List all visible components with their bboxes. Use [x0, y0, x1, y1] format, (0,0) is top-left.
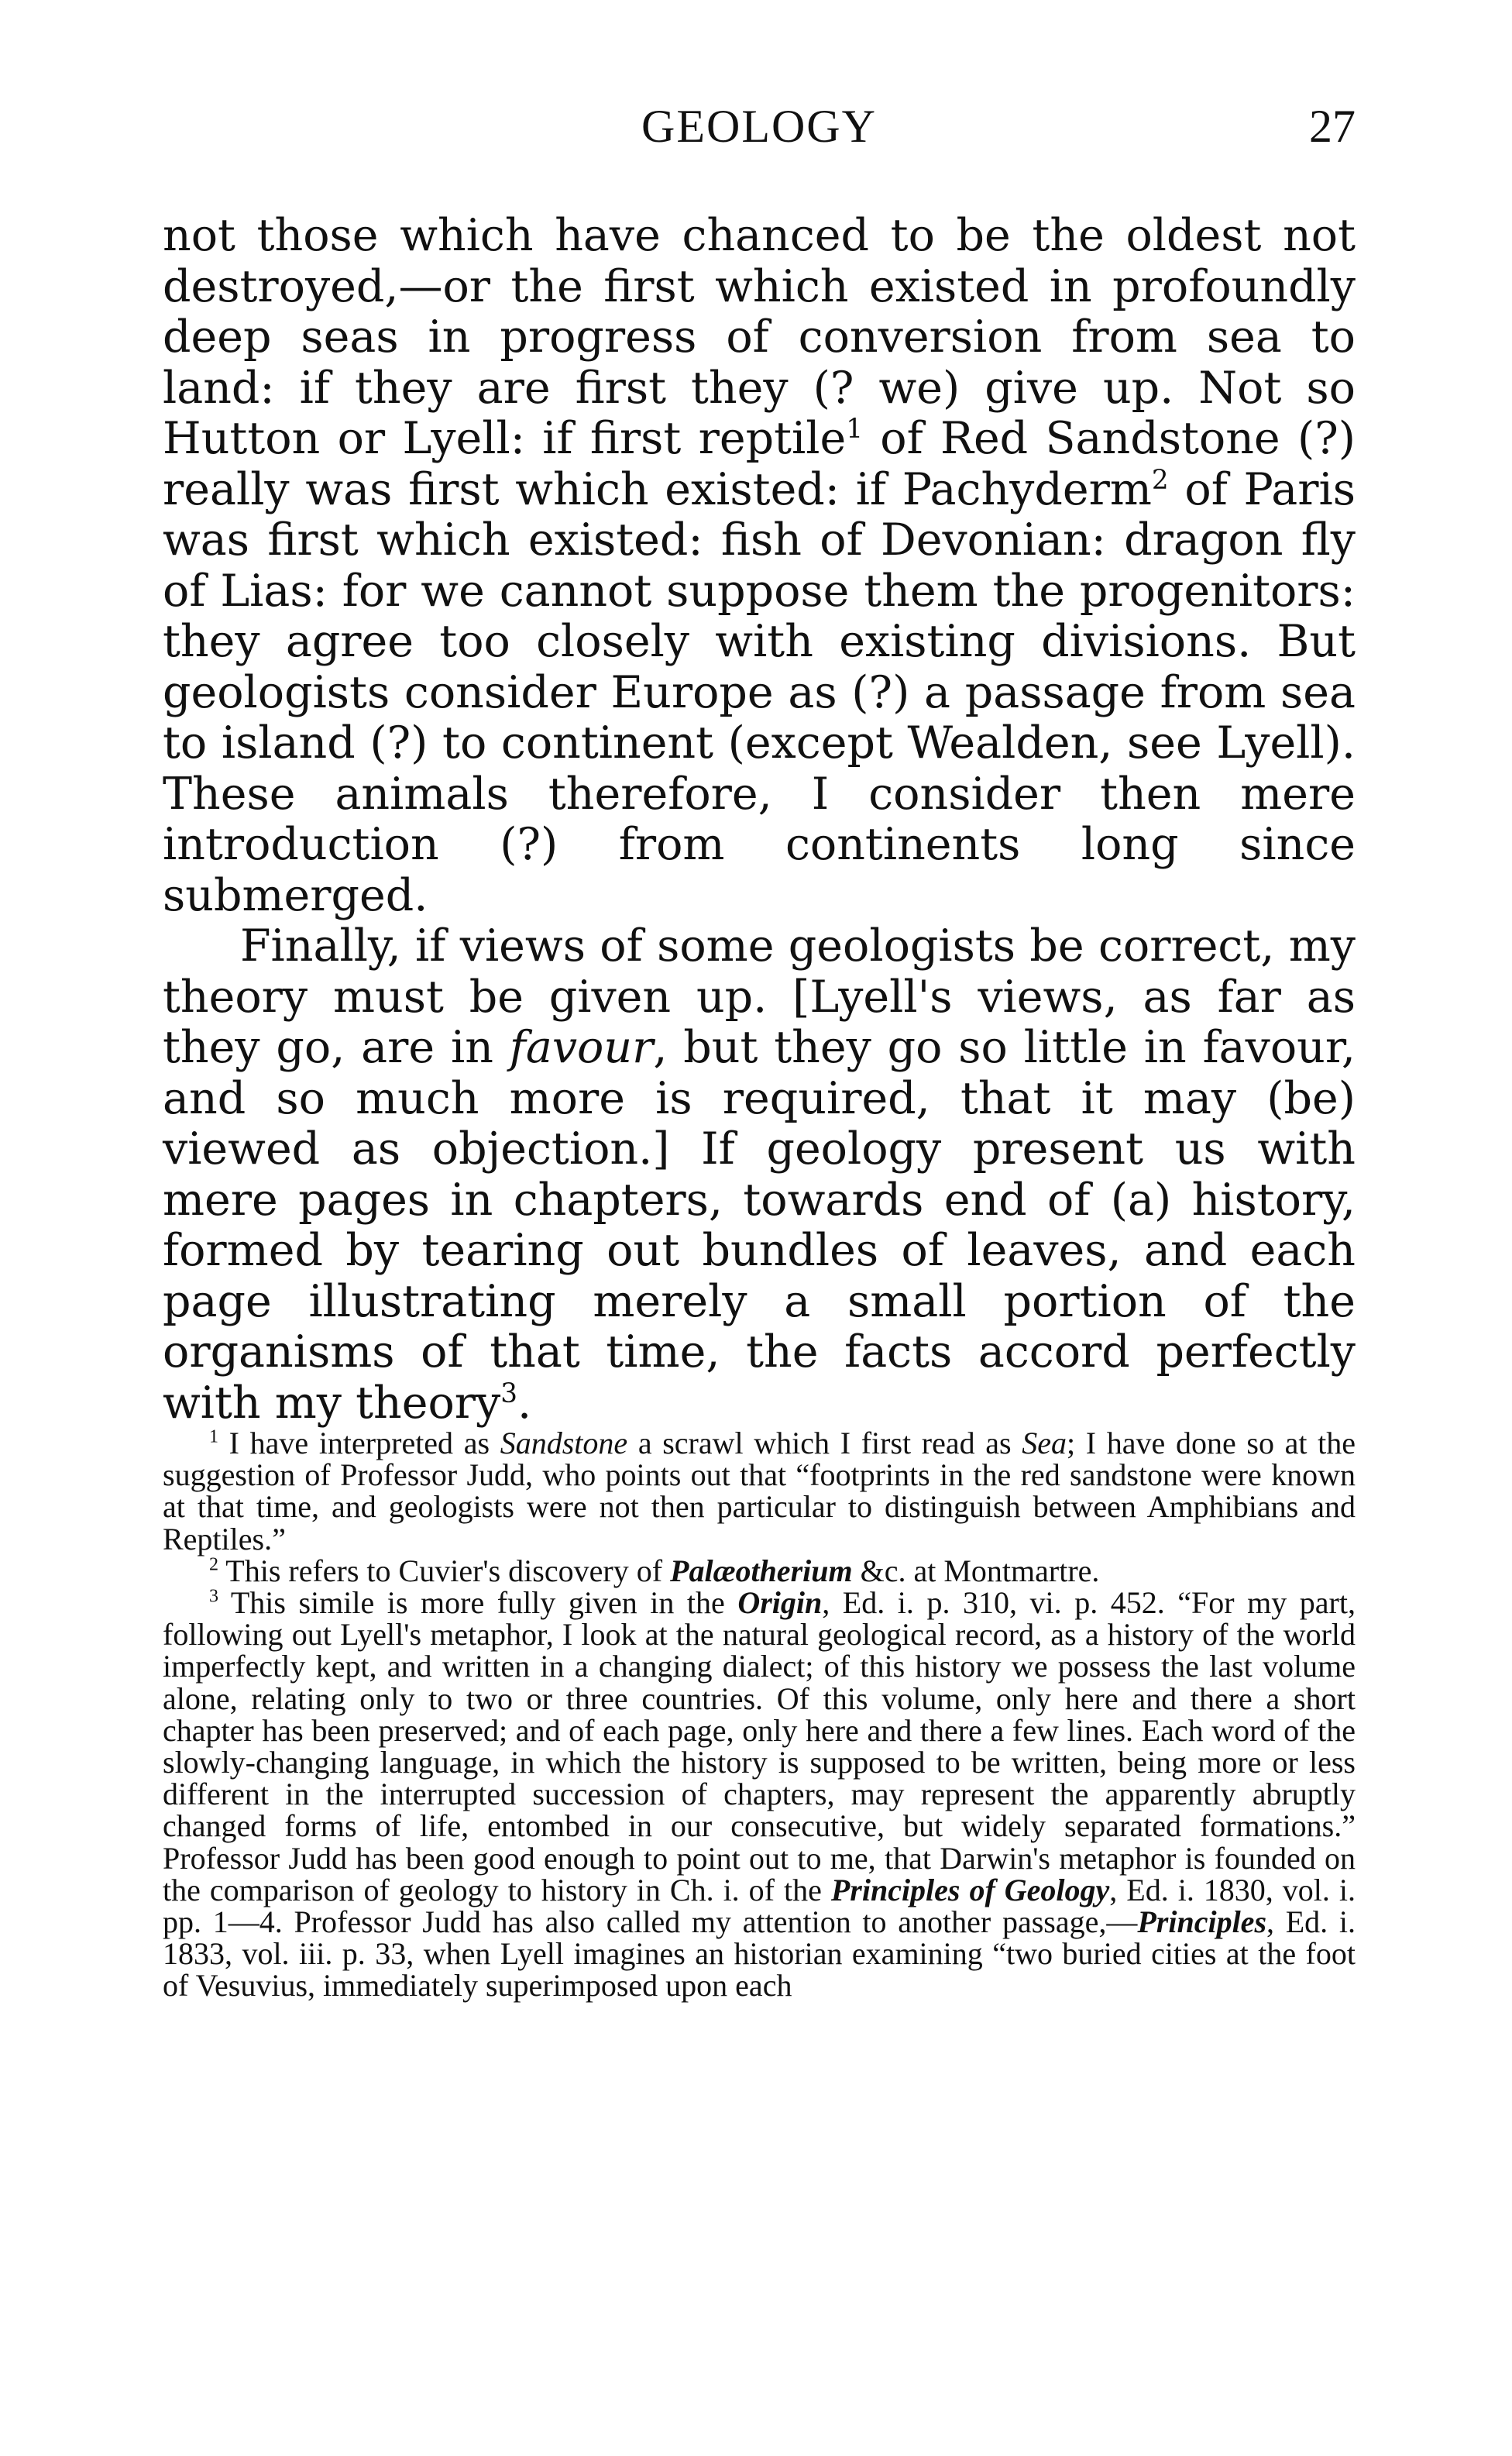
fn3-text-2: , Ed. i. p. 310, vi. p. 452. “For my part, following out Lyell's metaphor, I look at the natural geological record, as a history of the world imperfectly kept, and written in a changing dialect; of this history we possess the last volume alone, relating only to two or three countries. Of this volume, only here and there a short chapter has been preserved; and of each page, only here and there a few lines. Each word of the slowly-changing language, in which the history is supposed to be written, being more or less different in the interrupted succession of chapters, may represent the apparently abruptly changed forms of life, entombed in our consecutive, but widely separated formations.” Professor Judd has been good enough to point out to me, that Darwin's metaphor is founded on the comparison of geology to history in Ch. i. of the [163, 1585, 1356, 1907]
fn3-text-1: This simile is more fully given in the [218, 1585, 738, 1621]
footnote-ref-2: 2 [1151, 464, 1169, 496]
p2-text-1: Finally, if views of some geologists be correct, my theory must be given up. [Lyell's views, as far as they go, are in [163, 920, 1356, 1073]
footnote-3 [163, 1587, 1356, 2002]
footnote-2-number: 2 [209, 1554, 218, 1575]
paragraph-1 [163, 211, 1356, 921]
p1-text-3: of Paris was first which existed: fish of Devonian: dragon fly of Lias: for we cannot suppose them the progenitors: they agree too closely with existing divisions. But geologists consider Europe as (?) a passage from sea to island (?) to continent (except Wealden, see Lyell). These animals therefore, I consider then mere introduction (?) from continents long since submerged. [163, 463, 1356, 921]
p2-text-3: . [517, 1377, 532, 1429]
paragraph-2 [163, 921, 1356, 1429]
page-number: 27 [1309, 101, 1356, 152]
footnote-ref-3: 3 [500, 1378, 518, 1409]
body-text [163, 211, 1356, 1429]
running-title: GEOLOGY [641, 101, 877, 152]
footnote-1-number: 1 [209, 1426, 218, 1447]
fn2-text-2: &c. at Montmartre. [852, 1553, 1100, 1588]
fn1-text-2: a scrawl which I first read as [627, 1426, 1022, 1460]
fn1-text-3: ; I have done so at the suggestion of Professor Judd, who points out that “footprints in the red sandstone were known at that time, and geologists were not then particular to distinguish between Amphibians and Reptiles.” [163, 1426, 1356, 1556]
footnote-3-number: 3 [209, 1586, 218, 1607]
running-head [163, 99, 1356, 153]
fn3-emphasis-principles-of-geology: Principles of Geology [830, 1872, 1110, 1907]
footnote-2 [163, 1555, 1356, 1587]
footnote-ref-1: 1 [846, 414, 863, 445]
p1-text-2: of Red Sandstone (?) really was first which existed: if Pachyderm [163, 413, 1356, 515]
fn3-emphasis-principles: Principles [1137, 1904, 1267, 1940]
fn1-emphasis-sandstone: Sandstone [500, 1426, 628, 1460]
fn1-emphasis-sea: Sea [1022, 1426, 1067, 1460]
footnotes [163, 1427, 1356, 2002]
fn2-text-1: This refers to Cuvier's discovery of [218, 1553, 671, 1588]
footnote-1 [163, 1427, 1356, 1555]
fn3-emphasis-origin: Origin [737, 1585, 823, 1621]
p2-text-2: , but they go so little in favour, and so much more is required, that it may (be) viewed as objection.] If geology present us with mere pages in chapters, towards end of (a) history, formed by tearing out bundles of leaves, and each page illustrating merely a small portion of the organisms of that time, the facts accord perfectly with my theory [163, 1022, 1356, 1429]
fn1-text-1: I have interpreted as [218, 1426, 500, 1460]
p2-emphasis-favour: favour [509, 1022, 654, 1073]
fn3-text-3: , Ed. i. 1830, vol. i. pp. 1—4. Professor Judd has also called my attention to another passage,— [163, 1872, 1356, 1940]
fn3-text-4: , Ed. i. 1833, vol. iii. p. 33, when Lyell imagines an historian examining “two buried cities at the foot of Vesuvius, immediately superimposed upon each [163, 1904, 1356, 2004]
fn2-emphasis-palaeotherium: Palæotherium [670, 1553, 853, 1588]
p1-text-1: not those which have chanced to be the oldest not destroyed,—or the first which existed in profoundly deep seas in progress of conversion from sea to land: if they are first they (? we) give up. Not so Hutton or Lyell: if first reptile [163, 210, 1356, 464]
